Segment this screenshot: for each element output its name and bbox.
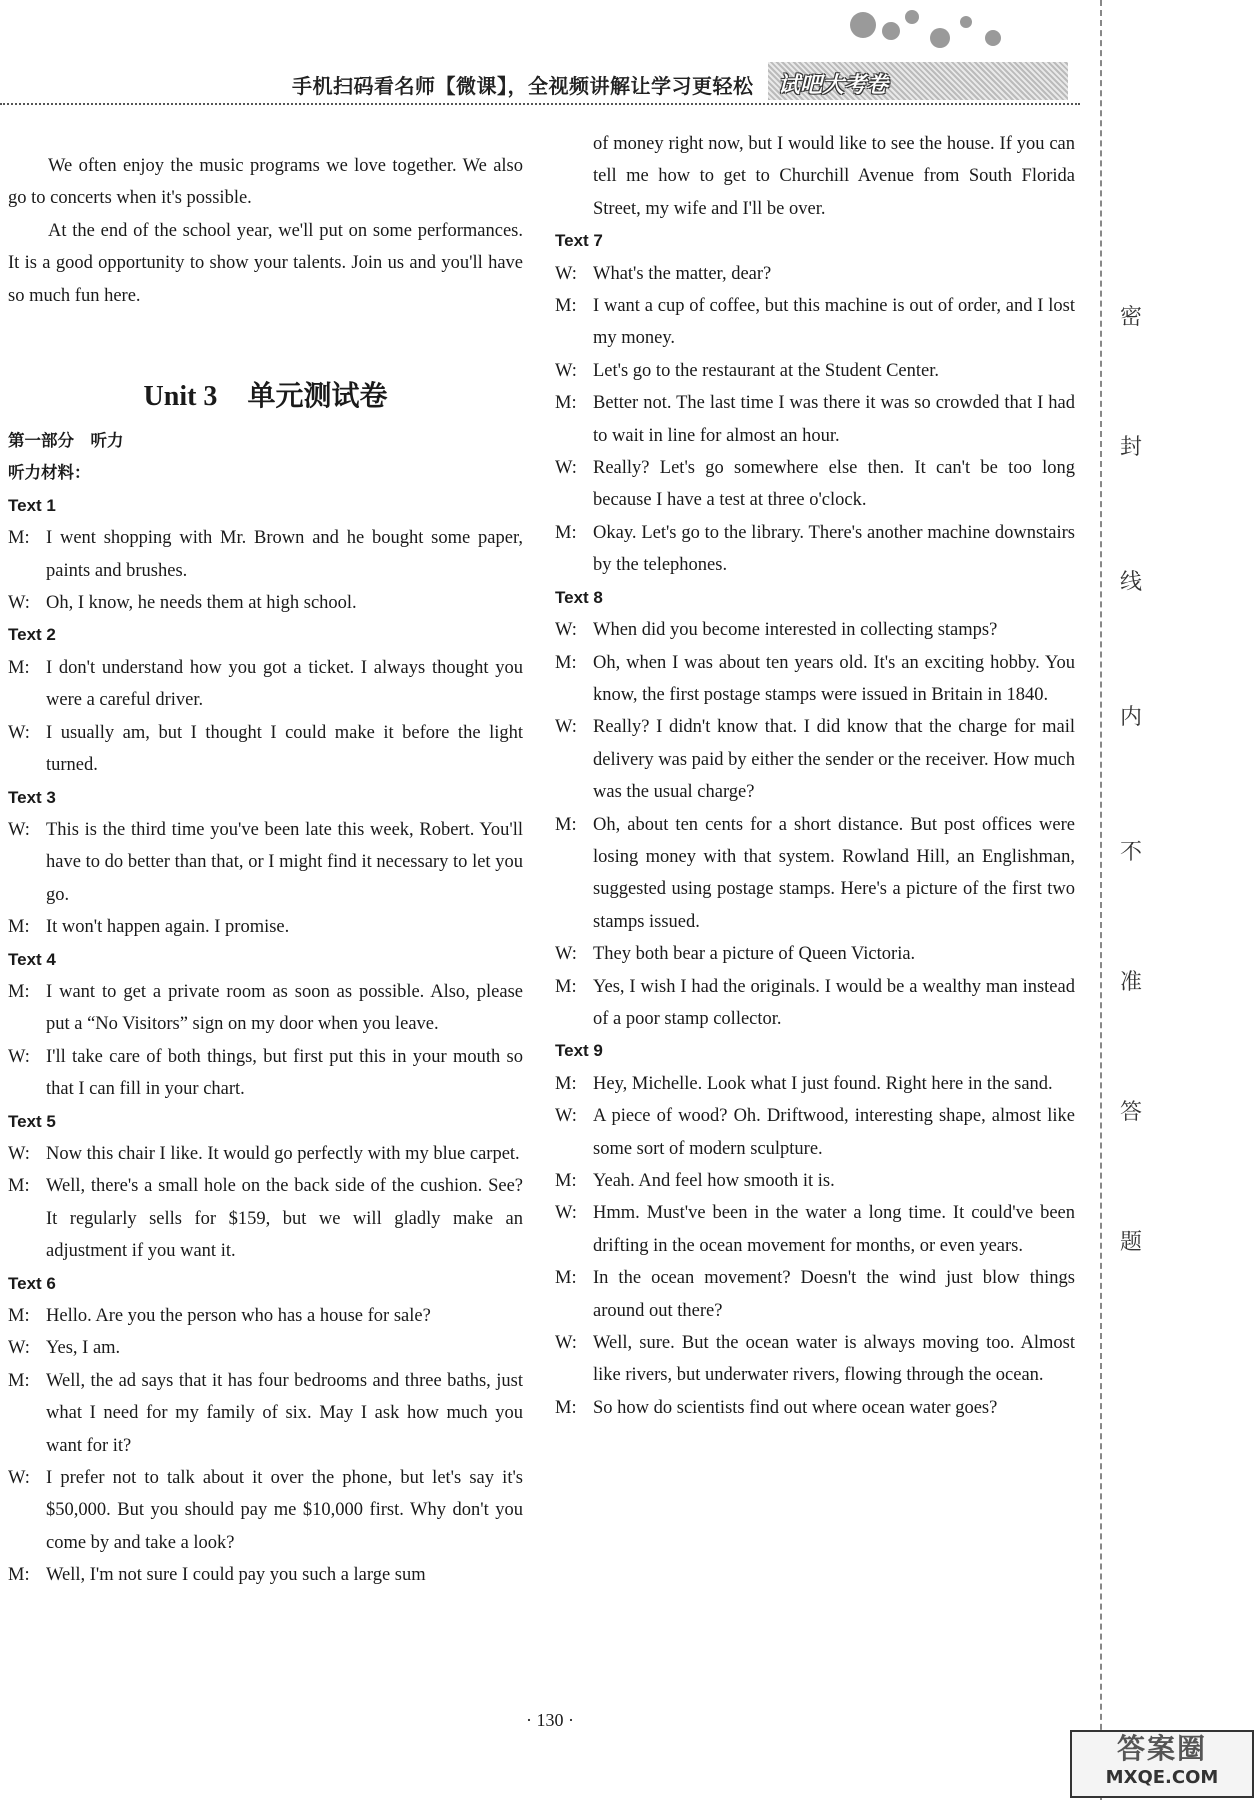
dialogue-line <box>555 355 1075 387</box>
dialogue-line <box>8 1041 523 1106</box>
binding-notice-char: 准 <box>1115 965 1147 996</box>
banner-title: 试吧大考卷 <box>778 73 889 98</box>
dialogue-line <box>555 1392 1075 1424</box>
dialogue-line <box>555 1068 1075 1100</box>
speaker-label: M: <box>555 1397 577 1418</box>
dialogue-text: Well, there's a small hole on the back side of the cushion. See? It regularly sells for $159, but we will gladly make an adjustment if you want it. <box>46 1176 523 1262</box>
section-heading: 第一部分 听力 <box>8 431 124 451</box>
speaker-label: M: <box>555 652 577 673</box>
page-header <box>0 0 1110 110</box>
speaker-label: M: <box>8 1370 30 1391</box>
binding-notice-char: 内 <box>1115 700 1147 731</box>
text-label: Text 7 <box>555 231 603 251</box>
dialogue-text: Hmm. Must've been in the water a long time. It could've been drifting in the ocean movement for months, or even years. <box>593 1203 1075 1256</box>
speaker-label: M: <box>555 522 577 543</box>
dialogue-line <box>555 387 1075 452</box>
speaker-label: M: <box>8 981 30 1002</box>
speaker-label: M: <box>555 1171 577 1191</box>
speaker-label: W: <box>555 1333 577 1354</box>
left-dialogues <box>8 490 523 1592</box>
speaker-label: W: <box>555 263 577 284</box>
speaker-label: W: <box>555 717 577 738</box>
speaker-label: W: <box>8 819 30 840</box>
dialogue-line <box>555 1100 1075 1165</box>
speaker-label: W: <box>555 1106 577 1127</box>
speaker-label: W: <box>8 722 30 743</box>
dialogue-line <box>8 1462 523 1559</box>
dialogue-text: Let's go to the restaurant at the Student Center. <box>593 360 940 381</box>
dialogue-text: When did you become interested in collecting stamps? <box>593 620 998 641</box>
spacer <box>8 312 523 366</box>
binding-notice-char: 密 <box>1115 300 1147 331</box>
materials-heading: 听力材料： <box>8 463 91 483</box>
speaker-label: M: <box>555 393 577 414</box>
dialogue-text: Oh, I know, he needs them at high school. <box>46 593 357 614</box>
dialogue-text: A piece of wood? Oh. Driftwood, interesting shape, almost like some sort of modern sculpture. <box>593 1106 1075 1159</box>
header-banner <box>768 62 1068 100</box>
dialogue-line <box>555 809 1075 939</box>
dialogue-line <box>8 1138 523 1170</box>
speaker-label: W: <box>8 1468 30 1489</box>
dialogue-line <box>555 971 1075 1036</box>
dialogue-line <box>555 1262 1075 1327</box>
dialogue-text: Now this chair I like. It would go perfectly with my blue carpet. <box>46 1143 520 1164</box>
dialogue-text: Hey, Michelle. Look what I just found. Right here in the sand. <box>593 1073 1053 1094</box>
dialogue-line <box>555 1197 1075 1262</box>
dialogue-text: Oh, about ten cents for a short distance. But post offices were losing money with that system. Rowland Hill, an Englishman, suggested using postage stamps. Here's a picture of the first two stamps issued. <box>593 814 1075 932</box>
dialogue-text: It won't happen again. I promise. <box>46 917 290 938</box>
dialogue-text: Really? I didn't know that. I did know that the charge for mail delivery was paid by either the sender or the receiver. How much was the usual charge? <box>593 717 1075 803</box>
dialogue-text: So how do scientists find out where ocean water goes? <box>593 1397 998 1418</box>
dialogue-text: I want a cup of coffee, but this machine is out of order, and I lost my money. <box>593 296 1075 349</box>
decor-circle <box>905 10 919 24</box>
dialogue-line <box>8 1365 523 1462</box>
dialogue-line <box>555 517 1075 582</box>
dialogue-text: In the ocean movement? Doesn't the wind just blow things around out there? <box>593 1268 1075 1321</box>
speaker-label: W: <box>8 1338 30 1359</box>
text-label: Text 1 <box>8 495 56 515</box>
dialogue-line <box>8 652 523 717</box>
dialogue-line <box>8 1559 523 1591</box>
text-label: Text 6 <box>8 1273 56 1293</box>
dialogue-line <box>555 647 1075 712</box>
dialogue-text: I want to get a private room as soon as possible. Also, please put a “No Visitors” sign on my door when you leave. <box>46 981 523 1035</box>
decor-circle <box>960 16 972 28</box>
binding-notice-char: 题 <box>1115 1225 1147 1256</box>
dialogue-text: I usually am, but I thought I could make it before the light turned. <box>46 722 523 776</box>
speaker-label: M: <box>8 528 30 549</box>
speaker-label: M: <box>8 1565 30 1586</box>
dialogue-line <box>555 938 1075 970</box>
text-label: Text 4 <box>8 949 56 969</box>
unit-number: Unit 3 <box>143 381 218 413</box>
right-dialogues <box>555 225 1075 1424</box>
speaker-label: W: <box>8 1143 30 1164</box>
dialogue-line <box>8 717 523 782</box>
dialogue-line <box>555 452 1075 517</box>
dialogue-line <box>555 1165 1075 1197</box>
dialogue-text: What's the matter, dear? <box>593 263 772 284</box>
binding-notice-char: 线 <box>1115 565 1147 596</box>
dialogue-text: I'll take care of both things, but first put this in your mouth so that I can fill in your chart. <box>46 1046 523 1100</box>
dialogue-text: Well, the ad says that it has four bedrooms and three baths, just what I need for my family of six. May I ask how much you want for it? <box>46 1370 523 1456</box>
dialogue-text: Okay. Let's go to the library. There's another machine downstairs by the telephones. <box>593 522 1075 576</box>
dialogue-line <box>8 911 523 943</box>
dialogue-line <box>555 614 1075 646</box>
page-number: · 130 · <box>526 1710 574 1730</box>
dialogue-text: Hello. Are you the person who has a house for sale? <box>46 1306 431 1326</box>
speaker-label: M: <box>555 1268 577 1289</box>
dialogue-text: I don't understand how you got a ticket. I always thought you were a careful driver. <box>46 657 523 711</box>
unit-subtitle: 单元测试卷 <box>247 379 388 413</box>
text-label: Text 3 <box>8 787 56 807</box>
text-label: Text 2 <box>8 625 56 645</box>
binding-notice-char: 不 <box>1115 835 1147 866</box>
speaker-label: M: <box>8 917 30 938</box>
dialogue-line <box>555 290 1075 355</box>
text-label: Text 5 <box>8 1111 56 1131</box>
dialogue-line <box>8 1300 523 1332</box>
dialogue-text: Really? Let's go somewhere else then. It can't be too long because I have a test at three o'clock. <box>593 458 1075 511</box>
speaker-label: M: <box>555 976 577 997</box>
intro-paragraph: At the end of the school year, we'll put on some performances. It is a good opportunity to show your talents. Join us and you'll have so much fun here. <box>8 220 523 306</box>
speaker-label: W: <box>8 593 30 614</box>
intro-paragraph: We often enjoy the music programs we love together. We also go to concerts when it's possible. <box>8 156 523 209</box>
dialogue-text: Yeah. And feel how smooth it is. <box>593 1171 835 1191</box>
dialogue-line <box>555 711 1075 808</box>
unit-title <box>8 374 523 419</box>
speaker-label: W: <box>555 620 577 641</box>
decor-circle <box>882 22 900 40</box>
speaker-label: M: <box>555 296 577 317</box>
dialogue-text: Better not. The last time I was there it was so crowded that I had to wait in line for almost an hour. <box>593 393 1075 446</box>
speaker-label: M: <box>8 657 30 678</box>
speaker-label: W: <box>8 1046 30 1067</box>
text-label: Text 9 <box>555 1041 603 1061</box>
speaker-label: W: <box>555 458 577 479</box>
decor-circle <box>850 12 876 38</box>
decor-circle <box>930 28 950 48</box>
header-slogan: 手机扫码看名师【微课】，全视频讲解让学习更轻松 <box>292 74 754 98</box>
dialogue-text: Well, sure. But the ocean water is always moving too. Almost like rivers, but underwater rivers, flowing through the ocean. <box>593 1333 1075 1386</box>
binding-line <box>1100 0 1103 1800</box>
dialogue-text: I went shopping with Mr. Brown and he bought some paper, paints and brushes. <box>46 528 523 581</box>
watermark-url: MXQE.COM <box>1105 1767 1219 1788</box>
dialogue-text: I prefer not to talk about it over the phone, but let's say it's $50,000. But you should pay me $10,000 first. Why don't you come by and take a look? <box>46 1468 523 1553</box>
dialogue-line <box>555 258 1075 290</box>
continued-line: of money right now, but I would like to see the house. If you can tell me how to get to Churchill Avenue from South Florida Street, my wife and I'll be over. <box>593 134 1075 219</box>
dialogue-text: This is the third time you've been late this week, Robert. You'll have to do better than that, or I might find it necessary to let you go. <box>46 819 523 905</box>
decor-circle <box>985 30 1001 46</box>
dialogue-line <box>8 522 523 587</box>
speaker-label: W: <box>555 944 577 965</box>
dialogue-line <box>8 1170 523 1267</box>
watermark-logo <box>1070 1730 1254 1798</box>
speaker-label: W: <box>555 360 577 381</box>
watermark-title: 答案圈 <box>1116 1732 1207 1765</box>
speaker-label: M: <box>8 1306 30 1326</box>
speaker-label: W: <box>555 1203 577 1224</box>
dialogue-line <box>555 1327 1075 1392</box>
dialogue-text: Well, I'm not sure I could pay you such a large sum <box>46 1565 426 1586</box>
dialogue-text: Yes, I am. <box>46 1338 121 1359</box>
right-column <box>555 128 1075 1424</box>
dialogue-line <box>8 1332 523 1364</box>
speaker-label: M: <box>555 814 577 835</box>
speaker-label: M: <box>8 1176 30 1197</box>
dialogue-line <box>8 814 523 911</box>
text-label: Text 8 <box>555 587 603 607</box>
dialogue-line <box>8 976 523 1041</box>
speaker-label: M: <box>555 1073 577 1094</box>
left-column <box>8 150 523 1592</box>
binding-notice-char: 答 <box>1115 1095 1147 1126</box>
dialogue-line <box>8 587 523 619</box>
dialogue-text: They both bear a picture of Queen Victoria. <box>593 944 916 965</box>
binding-notice-char: 封 <box>1115 430 1147 461</box>
dialogue-text: Oh, when I was about ten years old. It's an exciting hobby. You know, the first postage stamps were issued in Britain in 1840. <box>593 652 1075 705</box>
dialogue-text: Yes, I wish I had the originals. I would be a wealthy man instead of a poor stamp collector. <box>593 976 1075 1029</box>
header-divider <box>0 103 1080 105</box>
